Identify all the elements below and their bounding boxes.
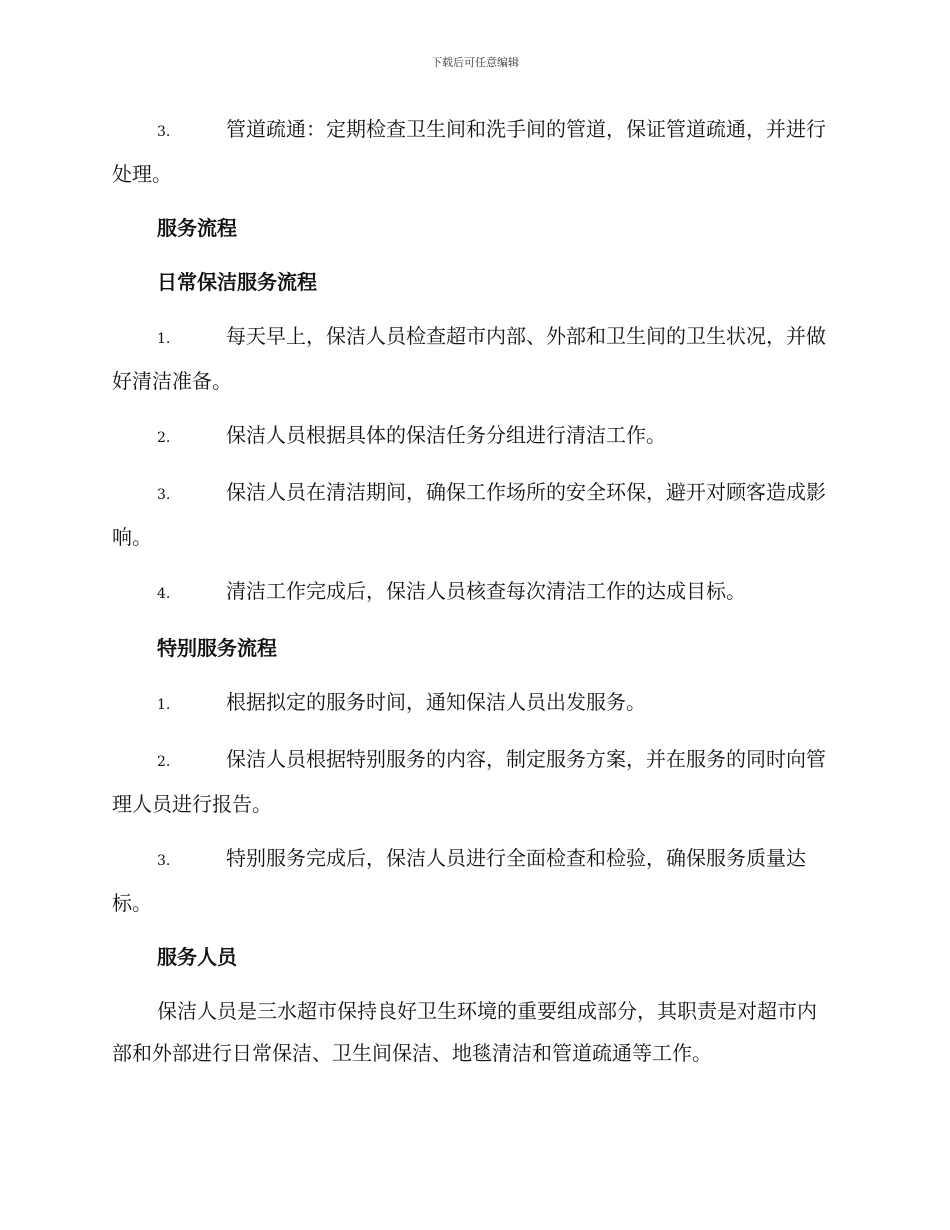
list-text: 管道疏通：定期检查卫生间和洗手间的管道，保证管道疏通，并进行处理。 <box>112 117 826 186</box>
list-number: 3. <box>157 124 171 140</box>
list-item <box>112 837 834 924</box>
list-item <box>112 315 834 402</box>
list-number: 3. <box>157 487 171 503</box>
list-number: 2. <box>157 430 171 446</box>
list-number: 4. <box>157 586 171 602</box>
list-item <box>112 570 834 615</box>
list-text: 每天早上，保洁人员检查超市内部、外部和卫生间的卫生状况，并做好清洁准备。 <box>112 324 826 393</box>
list-text: 清洁工作完成后，保洁人员核查每次清洁工作的达成目标。 <box>226 579 746 603</box>
list-item <box>112 681 834 726</box>
section-heading: 服务人员 <box>157 945 237 969</box>
list-text: 根据拟定的服务时间，通知保洁人员出发服务。 <box>226 690 646 714</box>
section-heading: 服务流程 <box>157 216 237 240</box>
list-text: 特别服务完成后，保洁人员进行全面检查和检验，确保服务质量达标。 <box>112 846 806 915</box>
page-header: 下载后可任意编辑 <box>431 56 519 69</box>
list-text: 保洁人员根据特别服务的内容，制定服务方案，并在服务的同时向管理人员进行报告。 <box>112 747 826 816</box>
list-text: 保洁人员在清洁期间，确保工作场所的安全环保，避开对顾客造成影响。 <box>112 480 826 549</box>
list-number: 1. <box>157 331 171 347</box>
list-item <box>112 108 834 195</box>
list-item <box>112 414 834 459</box>
body-paragraph: 保洁人员是三水超市保持良好卫生环境的重要组成部分，其职责是对超市内部和外部进行日常保洁、卫生间保洁、地毯清洁和管道疏通等工作。 <box>112 999 817 1065</box>
list-number: 3. <box>157 853 171 869</box>
list-item <box>112 738 834 825</box>
list-item <box>112 471 834 558</box>
list-number: 1. <box>157 697 171 713</box>
list-number: 2. <box>157 754 171 770</box>
subsection-heading: 特别服务流程 <box>157 636 277 660</box>
subsection-heading: 日常保洁服务流程 <box>157 270 317 294</box>
list-text: 保洁人员根据具体的保洁任务分组进行清洁工作。 <box>226 423 666 447</box>
document-body <box>112 108 834 1086</box>
